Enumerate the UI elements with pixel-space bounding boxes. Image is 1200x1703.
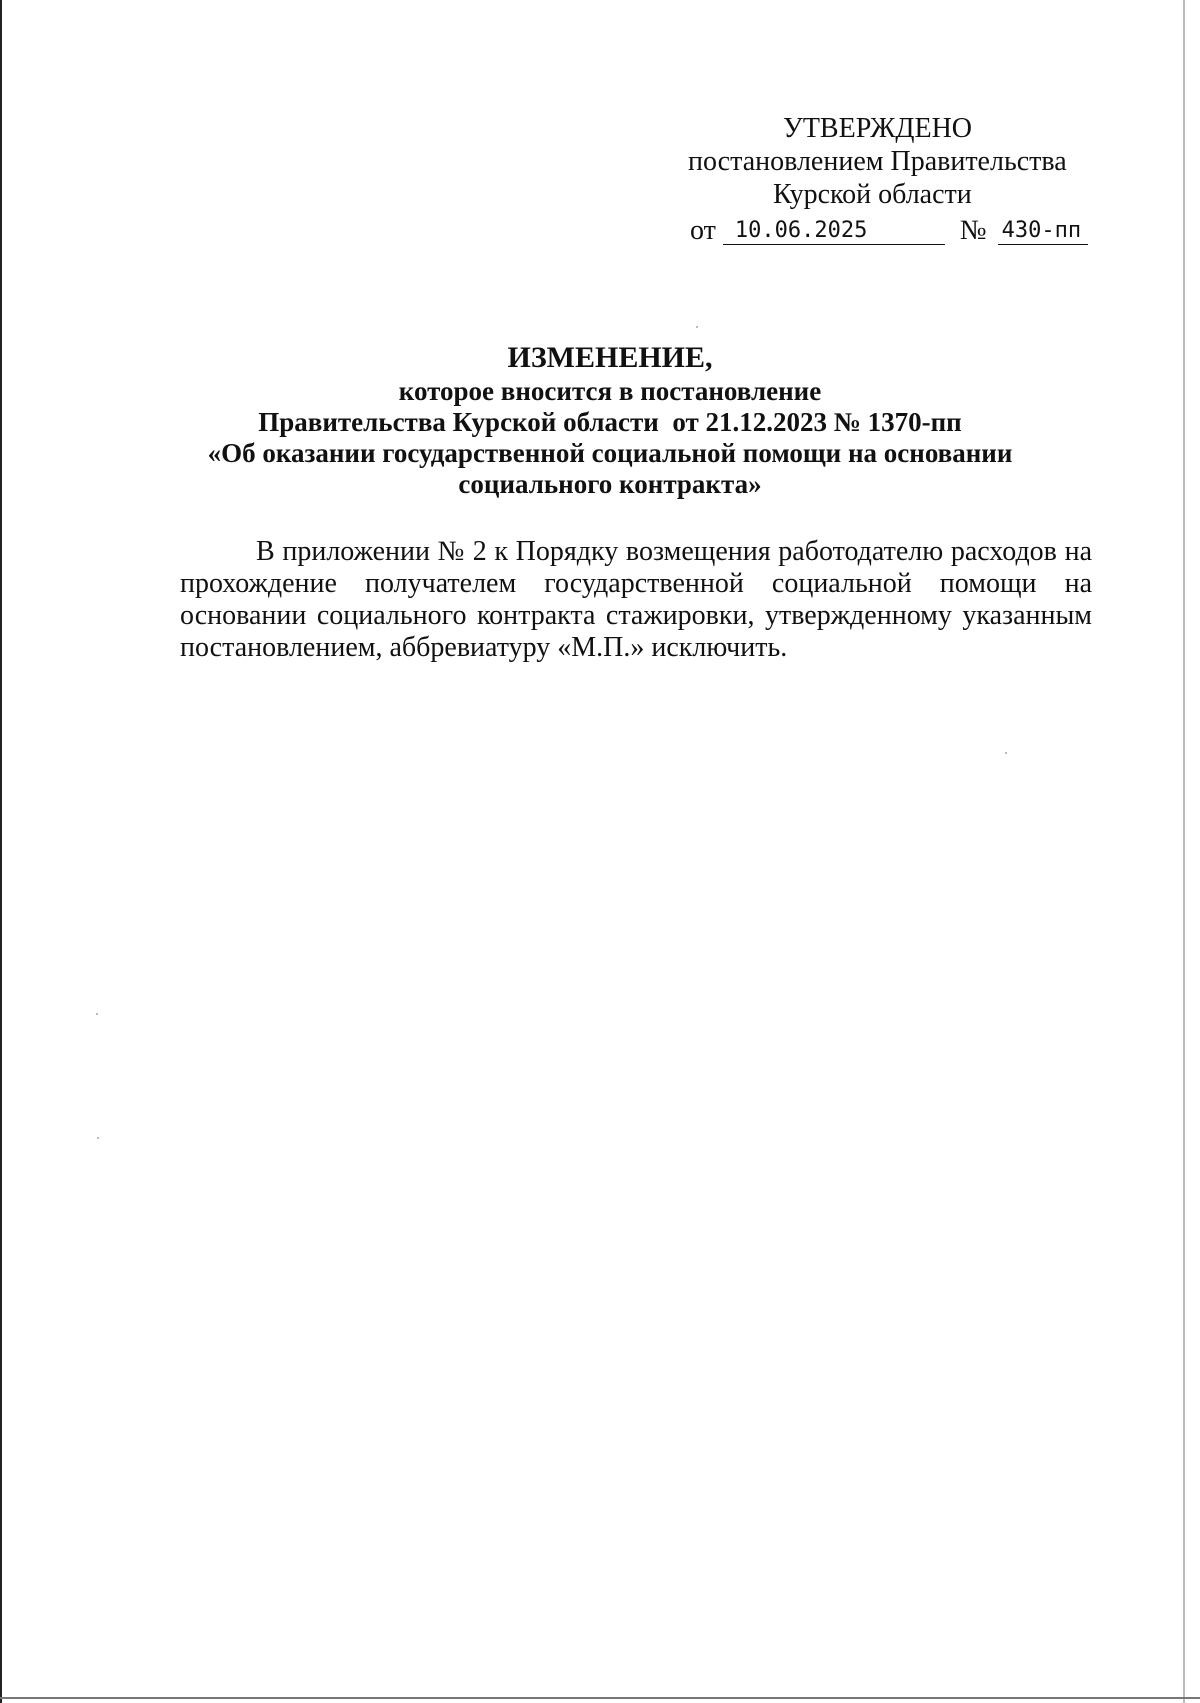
date-prefix: от (690, 215, 716, 246)
scan-edge-left (0, 0, 2, 1703)
approved-region: Курской области (773, 179, 972, 210)
title-line-4: социального контракта» (458, 469, 762, 499)
approval-date-line (650, 214, 1090, 247)
scan-speck (696, 326, 698, 328)
scan-speck (96, 1013, 98, 1015)
scan-speck (97, 1137, 99, 1139)
title-line-1: которое вносится в постановление (398, 376, 822, 406)
number-sign: № (959, 215, 987, 246)
title-line-3: «Об оказании государственной социальной помощи на основании (207, 438, 1013, 468)
scan-speck (1005, 752, 1007, 754)
document-title (160, 340, 1060, 500)
approval-date: 10.06.2025 (723, 218, 945, 245)
approval-number: 430-пп (998, 218, 1088, 245)
approval-stamp-block (650, 112, 1090, 247)
scan-edge-right (1183, 0, 1185, 1703)
approved-by-resolution: постановлением Правительства (688, 146, 1067, 177)
approved-label: УТВЕРЖДЕНО (783, 113, 973, 144)
title-main: ИЗМЕНЕНИЕ, (507, 341, 713, 374)
body-paragraph: В приложении № 2 к Порядку возмещения работодателю расходов на прохождение получателем государственной социальной помощи на основании социального контракта стажировки, утвержденному указанным постановлением, аббревиатуру «М.П.» исключить. (180, 536, 1092, 663)
scan-edge-bottom (0, 1697, 1200, 1699)
title-line-2: Правительства Курской области от 21.12.2023 № 1370-пп (258, 407, 962, 437)
